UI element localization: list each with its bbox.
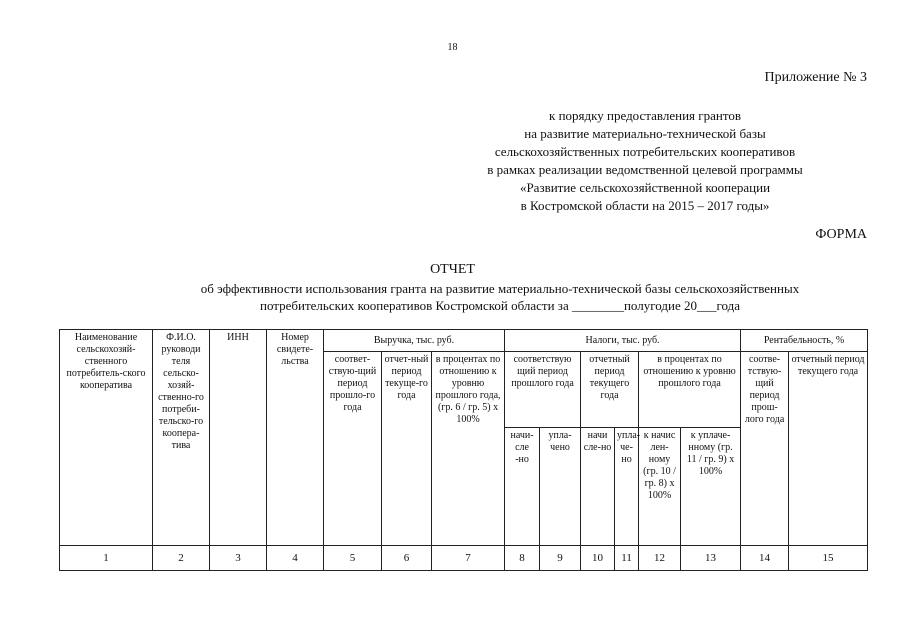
report-subtitle-line: потребительских кооперативов Костромской области за ________полугодие 20___года	[260, 298, 740, 313]
column-number: 5	[324, 546, 382, 571]
column-numbers-row	[60, 546, 868, 571]
column-number: 11	[615, 546, 639, 571]
column-number: 7	[432, 546, 505, 571]
column-number: 10	[581, 546, 615, 571]
page-number: 18	[447, 42, 458, 53]
tax-percent-accrued: к начис лен-ному (гр. 10 / гр. 8) х 100%	[639, 428, 681, 546]
tax-current-paid: упла-че-но	[615, 428, 639, 546]
tax-current-period: отчетный период текущего года	[581, 352, 639, 428]
appendix-line: на развитие материально-технической базы	[524, 126, 766, 141]
col-header-certificate: Номер свидете-льства	[267, 330, 324, 546]
tax-prev-accrued: начи-сле -но	[505, 428, 540, 546]
column-number: 4	[267, 546, 324, 571]
column-number: 2	[153, 546, 210, 571]
column-number: 8	[505, 546, 540, 571]
report-subtitle-line: об эффективности использования гранта на развитие материально-технической базы сельскохозяйственных	[200, 281, 800, 296]
col-header-inn: ИНН	[210, 330, 267, 546]
appendix-line: в рамках реализации ведомственной целевой программы	[487, 162, 803, 177]
appendix-line: «Развитие сельскохозяйственной кооперации	[519, 180, 771, 195]
report-subtitle	[140, 280, 860, 314]
taxes-header: Налоги, тыс. руб.	[505, 330, 741, 352]
column-number: 9	[540, 546, 581, 571]
profitability-header: Рентабельность, %	[741, 330, 868, 352]
report-title: ОТЧЕТ	[430, 262, 475, 277]
column-number: 6	[382, 546, 432, 571]
column-number: 3	[210, 546, 267, 571]
column-number: 13	[681, 546, 741, 571]
tax-current-accrued: начи сле-но	[581, 428, 615, 546]
tax-prev-period: соответствую щий период прошлого года	[505, 352, 581, 428]
appendix-line: в Костромской области на 2015 – 2017 годы»	[520, 198, 770, 213]
tax-percent: в процентах по отношению к уровню прошлого года	[639, 352, 741, 428]
report-table	[59, 329, 868, 571]
tax-prev-paid: упла-чено	[540, 428, 581, 546]
col-header-name: Наименование сельскохозяй-ственного потребитель-ского кооператива	[60, 330, 153, 546]
appendix-line: к порядку предоставления грантов	[549, 108, 741, 123]
form-label: ФОРМА	[815, 227, 867, 242]
revenue-prev-period: соответ-ствую-щий период прошло-го года	[324, 352, 382, 546]
revenue-percent: в процентах по отношению к уровню прошлого года, (гр. 6 / гр. 5) х 100%	[432, 352, 505, 546]
appendix-line: сельскохозяйственных потребительских кооперативов	[494, 144, 796, 159]
column-number: 15	[789, 546, 868, 571]
revenue-header: Выручка, тыс. руб.	[324, 330, 505, 352]
tax-percent-paid: к уплаче-нному (гр. 11 / гр. 9) х 100%	[681, 428, 741, 546]
appendix-title: Приложение № 3	[764, 70, 867, 85]
revenue-current-period: отчет-ный период текуще-го года	[382, 352, 432, 546]
profit-current-period: отчетный период текущего года	[789, 352, 868, 546]
profit-prev-period: соотве-тствую-щий период прош-лого года	[741, 352, 789, 546]
col-header-fio: Ф.И.О. руководи теля сельско-хозяй-ственно-го потреби-тельско-го коопера-тива	[153, 330, 210, 546]
column-number: 14	[741, 546, 789, 571]
column-number: 12	[639, 546, 681, 571]
appendix-reference	[440, 107, 850, 215]
column-number: 1	[60, 546, 153, 571]
